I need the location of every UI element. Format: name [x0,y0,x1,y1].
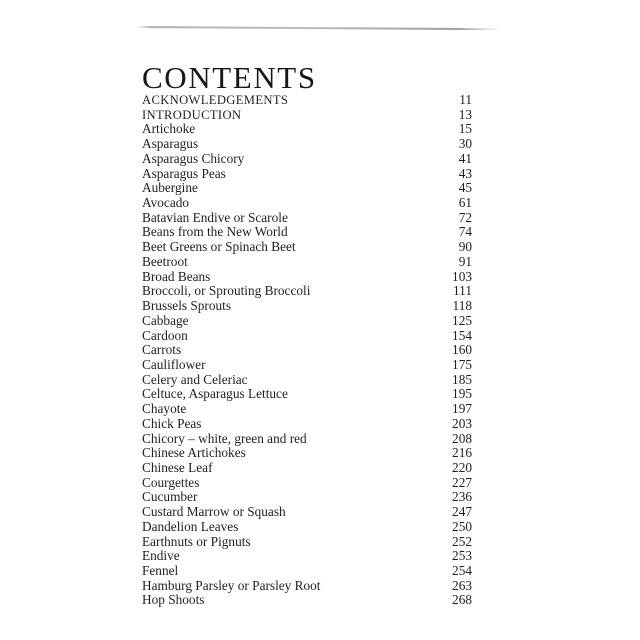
toc-entry-page-number: 253 [452,548,472,564]
page-top-rule [137,26,501,30]
toc-entry[interactable] [142,402,472,417]
toc-entry-page-number: 254 [452,563,472,578]
toc-entry-label: Cucumber [142,489,198,505]
toc-entry-label: Broad Beans [142,268,211,284]
toc-entry-label: Brussels Sprouts [142,298,232,314]
toc-entry[interactable] [142,520,472,535]
toc-entry-page-number: 263 [452,577,472,593]
toc-entry-label: Beetroot [142,253,188,269]
toc-entry-page-number: 72 [458,209,472,225]
toc-entry-page-number: 103 [452,268,472,284]
toc-entry-label: Batavian Endive or Scarole [142,209,288,225]
toc-entry-page-number: 252 [452,533,472,549]
toc-entry-label: Earthnuts or Pignuts [142,533,251,549]
toc-entry[interactable] [142,122,472,137]
toc-entry[interactable] [142,196,472,211]
toc-entry[interactable] [142,358,472,373]
toc-entry-label: Chayote [142,401,187,417]
toc-entry-page-number: 13 [458,106,472,122]
toc-entry-label: Hop Shoots [142,592,205,608]
toc-entry-page-number: 236 [452,489,472,505]
toc-entry-label: Asparagus [142,136,199,152]
toc-entry-page-number: 43 [458,165,472,181]
toc-entry-page-number: 185 [452,371,472,387]
toc-entry-page-number: 91 [458,253,472,269]
toc-entry-page-number: 74 [458,224,472,240]
toc-entry-page-number: 247 [452,504,472,520]
toc-entry[interactable] [142,417,472,432]
toc-entry-page-number: 90 [458,239,472,255]
toc-entry[interactable] [142,564,472,579]
toc-entry-label: Beet Greens or Spinach Beet [142,239,296,255]
toc-entry-page-number: 195 [452,386,472,402]
toc-entry-label: Chicory – white, green and red [142,430,307,446]
toc-entry[interactable] [142,432,472,447]
toc-entry-page-number: 15 [458,121,472,137]
toc-entry-label: Chinese Artichokes [142,445,246,461]
toc-entry-label: Cabbage [142,312,189,328]
toc-entry-label: Courgettes [142,474,200,490]
toc-entry-page-number: 111 [453,283,472,299]
toc-entry[interactable] [142,108,472,123]
toc-entry-label: Artichoke [142,121,196,137]
toc-entry-label: Avocado [142,195,190,211]
toc-entry-page-number: 30 [458,136,472,152]
toc-entry-label: Cauliflower [142,356,206,372]
toc-entry[interactable] [142,446,472,461]
toc-entry-label: INTRODUCTION [142,107,242,122]
toc-entry[interactable] [142,329,472,344]
toc-entry[interactable] [142,299,472,314]
toc-entry[interactable] [142,255,472,270]
toc-entry[interactable] [142,387,472,402]
toc-entry-label: Asparagus Peas [142,165,226,181]
toc-entry[interactable] [142,476,472,491]
toc-entry-page-number: 160 [452,342,472,358]
toc-entry-page-number: 268 [452,592,472,608]
toc-entry-page-number: 220 [452,459,472,475]
toc-entry-label: Beans from the New World [142,224,288,240]
toc-entry-label: Celtuce, Asparagus Lettuce [142,386,288,402]
toc-entry-label: Fennel [142,563,179,578]
table-of-contents-list [142,93,472,608]
toc-entry[interactable] [142,137,472,152]
toc-entry-page-number: 216 [452,445,472,461]
toc-entry-page-number: 250 [452,518,472,534]
toc-entry[interactable] [142,167,472,182]
toc-entry-label: Dandelion Leaves [142,518,239,534]
toc-entry[interactable] [142,593,472,608]
toc-entry[interactable] [142,93,472,108]
toc-entry-page-number: 227 [452,474,472,490]
toc-entry[interactable] [142,505,472,520]
toc-entry[interactable] [142,240,472,255]
toc-entry[interactable] [142,314,472,329]
toc-entry-label: ACKNOWLEDGEMENTS [142,93,289,107]
toc-entry-page-number: 41 [458,150,472,166]
toc-entry-label: Chick Peas [142,415,202,431]
toc-entry-label: Aubergine [142,180,198,196]
toc-entry-label: Celery and Celeriac [142,371,248,387]
toc-entry-label: Broccoli, or Sprouting Broccoli [142,283,311,299]
toc-entry-label: Custard Marrow or Squash [142,504,286,520]
toc-entry[interactable] [142,270,472,285]
toc-entry-page-number: 45 [458,180,472,196]
toc-entry-label: Hamburg Parsley or Parsley Root [142,577,321,593]
toc-entry-page-number: 197 [452,401,472,417]
toc-entry[interactable] [142,225,472,240]
toc-entry-label: Cardoon [142,327,188,343]
toc-entry[interactable] [142,211,472,226]
toc-entry[interactable] [142,535,472,550]
toc-entry-page-number: 208 [452,430,472,446]
toc-entry[interactable] [142,579,472,594]
toc-entry[interactable] [142,549,472,564]
page-title: CONTENTS [142,59,317,95]
toc-entry[interactable] [142,373,472,388]
toc-entry-label: Asparagus Chicory [142,150,245,166]
toc-entry-label: Endive [142,548,180,564]
toc-entry[interactable] [142,461,472,476]
toc-entry-page-number: 125 [452,312,472,328]
toc-entry[interactable] [142,152,472,167]
toc-entry[interactable] [142,284,472,299]
toc-entry-label: Chinese Leaf [142,459,213,475]
toc-entry-page-number: 11 [459,92,472,107]
toc-entry[interactable] [142,181,472,196]
toc-entry-label: Carrots [142,342,182,358]
toc-entry-page-number: 203 [452,415,472,431]
toc-entry-page-number: 175 [452,356,472,372]
toc-entry-page-number: 154 [452,327,472,343]
toc-entry-page-number: 61 [458,195,472,211]
toc-entry-page-number: 118 [452,298,472,314]
toc-entry[interactable] [142,343,472,358]
toc-entry[interactable] [142,490,472,505]
